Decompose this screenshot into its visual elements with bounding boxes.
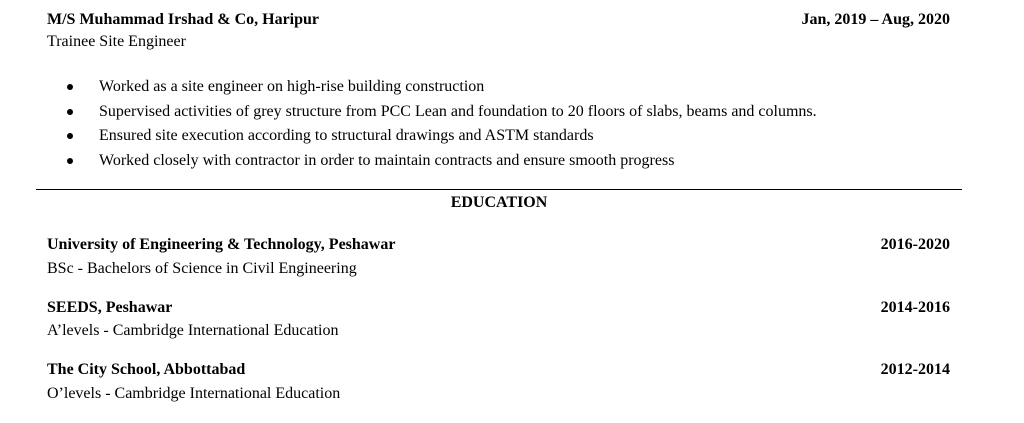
education-heading: EDUCATION	[450, 194, 548, 211]
bullet-icon	[67, 133, 73, 139]
bullet-text: Supervised activities of grey structure from PCC Lean and foundation to 20 floors of slabs, beams and columns.	[99, 102, 817, 120]
list-item	[62, 149, 817, 174]
education-years: 2016-2020	[880, 236, 950, 253]
bullet-icon	[67, 109, 73, 115]
institution-name: SEEDS, Peshawar	[47, 299, 173, 316]
company-name: M/S Muhammad Irshad & Co, Haripur	[47, 11, 320, 28]
bullet-text: Worked closely with contractor in order to maintain contracts and ensure smooth progress	[99, 151, 675, 169]
bullet-icon	[67, 84, 73, 90]
education-entry-header	[47, 360, 950, 380]
degree-name: O’levels - Cambridge International Education	[47, 385, 341, 402]
education-entry-header	[47, 298, 950, 318]
experience-header	[47, 10, 950, 30]
section-divider	[36, 189, 962, 190]
degree-name: A’levels - Cambridge International Education	[47, 322, 339, 339]
job-title: Trainee Site Engineer	[47, 33, 186, 50]
institution-name: The City School, Abbottabad	[47, 361, 246, 378]
bullet-text: Ensured site execution according to structural drawings and ASTM standards	[99, 127, 594, 144]
education-years: 2012-2014	[880, 361, 950, 378]
list-item	[62, 75, 817, 100]
institution-name: University of Engineering & Technology, Peshawar	[47, 236, 396, 253]
education-years: 2014-2016	[880, 299, 950, 316]
degree-name: BSc - Bachelors of Science in Civil Engineering	[47, 260, 357, 277]
responsibilities-list	[62, 75, 817, 173]
education-entry-header	[47, 235, 950, 255]
employment-dates: Jan, 2019 – Aug, 2020	[801, 11, 950, 28]
list-item	[62, 100, 817, 125]
bullet-icon	[67, 158, 73, 164]
list-item	[62, 124, 817, 149]
bullet-text: Worked as a site engineer on high-rise building construction	[99, 78, 485, 95]
